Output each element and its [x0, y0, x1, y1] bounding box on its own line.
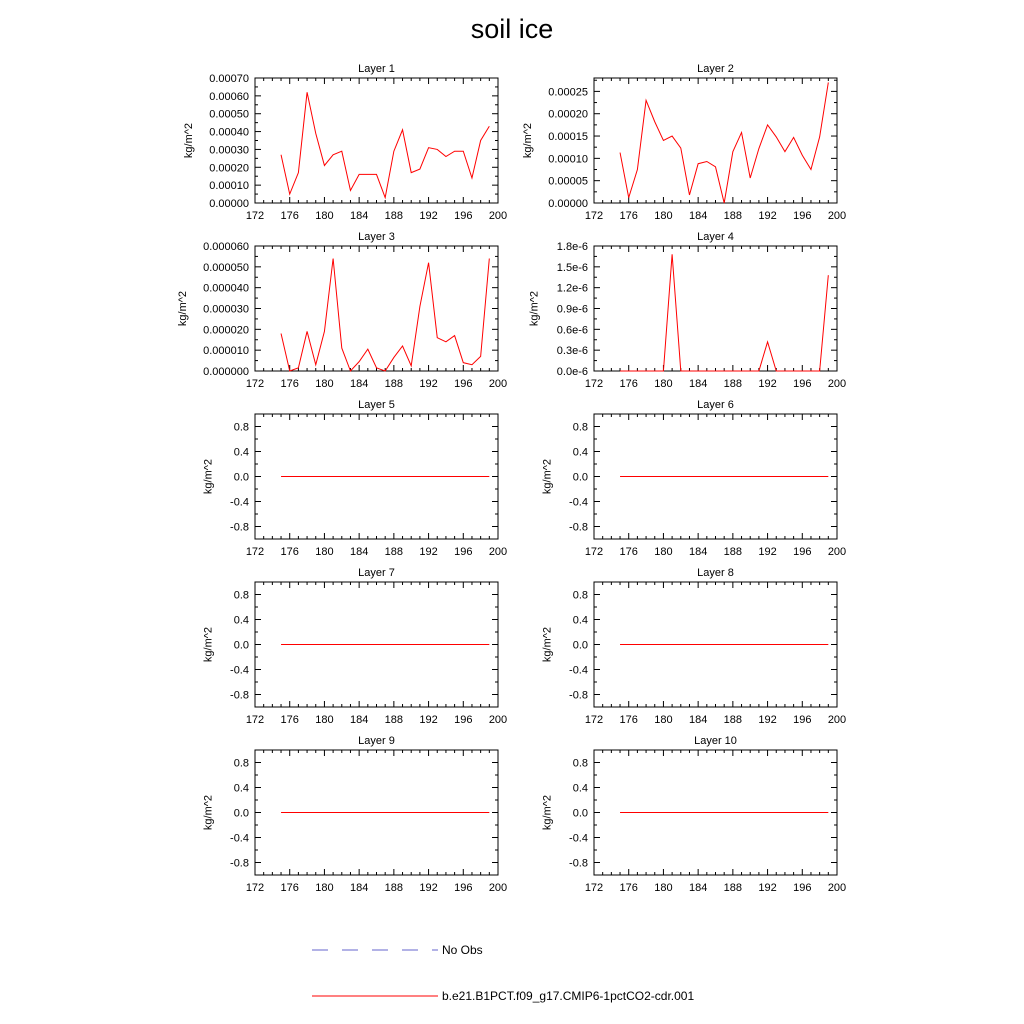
- panel-title: Layer 7: [358, 567, 395, 579]
- x-tick-label: 180: [654, 546, 673, 558]
- y-tick-label: 0.6e-6: [556, 324, 588, 337]
- y-tick-label: 0.00030: [209, 144, 249, 157]
- legend-item: [312, 943, 483, 957]
- y-tick-label: 0.0: [572, 471, 588, 484]
- x-tick-label: 180: [315, 714, 334, 726]
- x-tick-label: 196: [793, 546, 812, 558]
- x-tick-label: 196: [454, 714, 473, 726]
- y-tick-label: 0.8: [572, 757, 588, 770]
- y-tick-label: 0.0: [233, 639, 249, 652]
- panel-title: Layer 6: [697, 399, 734, 411]
- x-tick-label: 172: [245, 378, 265, 390]
- x-tick-label: 192: [758, 882, 777, 894]
- x-tick-label: 176: [619, 210, 638, 222]
- panel-2: [522, 63, 846, 222]
- y-tick-label: -0.4: [230, 832, 249, 845]
- x-tick-label: 196: [454, 546, 473, 558]
- x-tick-label: 180: [654, 882, 673, 894]
- x-tick-label: 200: [827, 378, 847, 390]
- x-tick-label: 184: [349, 378, 369, 390]
- x-tick-label: 200: [488, 546, 508, 558]
- x-tick-label: 188: [723, 210, 743, 222]
- panel-title: Layer 10: [694, 735, 737, 747]
- x-tick-label: 192: [419, 714, 438, 726]
- x-tick-label: 192: [419, 546, 438, 558]
- y-tick-label: 0.00060: [209, 90, 249, 103]
- y-axis-label: kg/m^2: [202, 794, 215, 831]
- y-tick-label: 0.4: [572, 614, 588, 627]
- x-tick-label: 176: [619, 882, 638, 894]
- x-tick-label: 196: [454, 378, 473, 390]
- y-tick-label: 0.000050: [203, 261, 249, 274]
- series-line: [281, 259, 489, 372]
- y-axis-label: kg/m^2: [522, 122, 535, 159]
- y-tick-label: 0.9e-6: [556, 303, 588, 316]
- x-tick-label: 176: [280, 546, 299, 558]
- y-tick-label: 0.00025: [548, 86, 588, 99]
- x-tick-label: 180: [315, 546, 334, 558]
- y-tick-label: 0.0e-6: [556, 366, 588, 378]
- y-tick-label: 0.00015: [548, 131, 588, 144]
- plot-frame: [594, 246, 837, 371]
- y-tick-label: 0.4: [233, 782, 249, 795]
- x-tick-label: 200: [827, 882, 847, 894]
- y-tick-label: -0.8: [569, 857, 588, 870]
- x-tick-label: 184: [688, 210, 708, 222]
- x-tick-label: 192: [758, 546, 777, 558]
- x-tick-label: 172: [584, 378, 604, 390]
- y-tick-label: 0.0: [233, 471, 249, 484]
- x-tick-label: 196: [454, 210, 473, 222]
- x-tick-label: 176: [280, 378, 299, 390]
- y-tick-label: 0.4: [572, 446, 588, 459]
- plot-frame: [255, 78, 498, 203]
- y-tick-label: 0.8: [233, 589, 249, 602]
- x-tick-label: 176: [280, 210, 299, 222]
- x-tick-label: 200: [488, 882, 508, 894]
- y-tick-label: 1.8e-6: [556, 241, 588, 253]
- x-tick-label: 192: [419, 210, 438, 222]
- plot-frame: [594, 78, 837, 203]
- y-tick-label: -0.4: [569, 496, 588, 509]
- y-axis-label: kg/m^2: [541, 626, 554, 663]
- x-tick-label: 172: [584, 882, 604, 894]
- panel-6: [541, 399, 846, 558]
- y-tick-label: 0.4: [572, 782, 588, 795]
- x-tick-label: 184: [688, 882, 708, 894]
- x-tick-label: 176: [619, 378, 638, 390]
- panel-title: Layer 4: [697, 231, 734, 243]
- x-tick-label: 200: [827, 714, 847, 726]
- y-tick-label: 0.00040: [209, 126, 249, 139]
- panel-title: Layer 9: [358, 735, 395, 747]
- y-tick-label: 0.00020: [209, 162, 249, 175]
- y-tick-label: -0.8: [230, 689, 249, 702]
- y-tick-label: 0.000030: [203, 303, 249, 316]
- x-tick-label: 188: [723, 378, 743, 390]
- series-line: [281, 92, 489, 197]
- y-tick-label: -0.4: [230, 664, 249, 677]
- y-tick-label: -0.8: [569, 521, 588, 534]
- y-tick-label: -0.8: [569, 689, 588, 702]
- panel-1: [183, 63, 507, 222]
- x-tick-label: 192: [419, 882, 438, 894]
- y-tick-label: 0.000020: [203, 324, 249, 337]
- y-tick-label: 0.0: [233, 807, 249, 820]
- legend-label: b.e21.B1PCT.f09_g17.CMIP6-1pctCO2-cdr.001: [442, 989, 695, 1003]
- legend-label: No Obs: [442, 943, 483, 957]
- x-tick-label: 196: [793, 882, 812, 894]
- y-tick-label: 0.3e-6: [556, 345, 588, 358]
- x-tick-label: 188: [384, 546, 404, 558]
- y-tick-label: 0.8: [572, 589, 588, 602]
- x-tick-label: 176: [280, 882, 299, 894]
- y-axis-label: kg/m^2: [541, 794, 554, 831]
- x-tick-label: 184: [349, 714, 369, 726]
- x-tick-label: 200: [827, 210, 847, 222]
- x-tick-label: 184: [349, 546, 369, 558]
- x-tick-label: 200: [827, 546, 847, 558]
- plot-frame: [255, 246, 498, 371]
- x-tick-label: 172: [584, 210, 604, 222]
- y-axis-label: kg/m^2: [176, 290, 189, 327]
- y-tick-label: 0.00010: [209, 180, 249, 193]
- x-tick-label: 176: [280, 714, 299, 726]
- y-axis-label: kg/m^2: [541, 458, 554, 495]
- x-tick-label: 196: [793, 378, 812, 390]
- y-tick-label: 0.0: [572, 639, 588, 652]
- x-tick-label: 172: [245, 210, 265, 222]
- figure-title: soil ice: [470, 14, 554, 44]
- x-tick-label: 180: [315, 210, 334, 222]
- y-axis-label: kg/m^2: [183, 122, 196, 159]
- y-axis-label: kg/m^2: [202, 458, 215, 495]
- y-tick-label: -0.4: [230, 496, 249, 509]
- y-tick-label: 0.8: [572, 421, 588, 434]
- y-tick-label: 0.00020: [548, 108, 588, 121]
- x-tick-label: 200: [488, 210, 508, 222]
- x-tick-label: 172: [584, 546, 604, 558]
- x-tick-label: 188: [723, 714, 743, 726]
- y-tick-label: 0.000060: [203, 241, 249, 253]
- panel-9: [202, 735, 507, 894]
- x-tick-label: 192: [758, 714, 777, 726]
- x-tick-label: 184: [688, 546, 708, 558]
- x-tick-label: 188: [384, 378, 404, 390]
- x-tick-label: 192: [758, 378, 777, 390]
- x-tick-label: 188: [384, 882, 404, 894]
- x-tick-label: 188: [384, 210, 404, 222]
- x-tick-label: 188: [384, 714, 404, 726]
- y-tick-label: -0.4: [569, 664, 588, 677]
- x-tick-label: 180: [654, 210, 673, 222]
- y-tick-label: 0.000040: [203, 282, 249, 295]
- y-tick-label: 0.8: [233, 757, 249, 770]
- y-tick-label: 0.00005: [548, 175, 588, 188]
- x-tick-label: 184: [349, 210, 369, 222]
- x-tick-label: 184: [349, 882, 369, 894]
- panel-title: Layer 1: [358, 63, 395, 75]
- panel-title: Layer 3: [358, 231, 395, 243]
- y-tick-label: 0.000000: [203, 366, 249, 378]
- x-tick-label: 188: [723, 882, 743, 894]
- panel-7: [202, 567, 507, 726]
- legend-item: [312, 989, 694, 1003]
- x-tick-label: 180: [315, 378, 334, 390]
- x-tick-label: 192: [419, 378, 438, 390]
- x-tick-label: 172: [245, 714, 265, 726]
- y-tick-label: 0.00000: [209, 198, 249, 210]
- y-tick-label: 0.4: [233, 614, 249, 627]
- x-tick-label: 196: [454, 882, 473, 894]
- y-tick-label: 0.00050: [209, 108, 249, 121]
- x-tick-label: 172: [584, 714, 604, 726]
- panel-title: Layer 2: [697, 63, 734, 75]
- x-tick-label: 176: [619, 546, 638, 558]
- panel-4: [529, 231, 847, 390]
- x-tick-label: 180: [315, 882, 334, 894]
- panel-3: [177, 231, 507, 390]
- x-tick-label: 188: [723, 546, 743, 558]
- panel-10: [541, 735, 846, 894]
- y-tick-label: -0.8: [230, 521, 249, 534]
- panel-title: Layer 5: [358, 399, 395, 411]
- y-tick-label: 0.00070: [209, 73, 249, 85]
- panel-title: Layer 8: [697, 567, 734, 579]
- x-tick-label: 180: [654, 714, 673, 726]
- y-tick-label: 0.00000: [548, 198, 588, 210]
- y-tick-label: 1.5e-6: [556, 261, 588, 274]
- y-tick-label: 0.00010: [548, 153, 588, 166]
- x-tick-label: 200: [488, 714, 508, 726]
- x-tick-label: 200: [488, 378, 508, 390]
- panel-8: [541, 567, 846, 726]
- y-tick-label: 1.2e-6: [556, 282, 588, 295]
- x-tick-label: 196: [793, 714, 812, 726]
- series-line: [620, 82, 828, 203]
- x-tick-label: 172: [245, 882, 265, 894]
- y-axis-label: kg/m^2: [202, 626, 215, 663]
- x-tick-label: 176: [619, 714, 638, 726]
- y-tick-label: 0.0: [572, 807, 588, 820]
- series-line: [620, 254, 828, 371]
- y-tick-label: 0.000010: [203, 345, 249, 358]
- y-axis-label: kg/m^2: [528, 290, 541, 327]
- x-tick-label: 180: [654, 378, 673, 390]
- panel-5: [202, 399, 507, 558]
- x-tick-label: 184: [688, 378, 708, 390]
- x-tick-label: 172: [245, 546, 265, 558]
- y-tick-label: 0.8: [233, 421, 249, 434]
- y-tick-label: 0.4: [233, 446, 249, 459]
- x-tick-label: 196: [793, 210, 812, 222]
- y-tick-label: -0.8: [230, 857, 249, 870]
- legend: [312, 943, 694, 1003]
- x-tick-label: 184: [688, 714, 708, 726]
- y-tick-label: -0.4: [569, 832, 588, 845]
- x-tick-label: 192: [758, 210, 777, 222]
